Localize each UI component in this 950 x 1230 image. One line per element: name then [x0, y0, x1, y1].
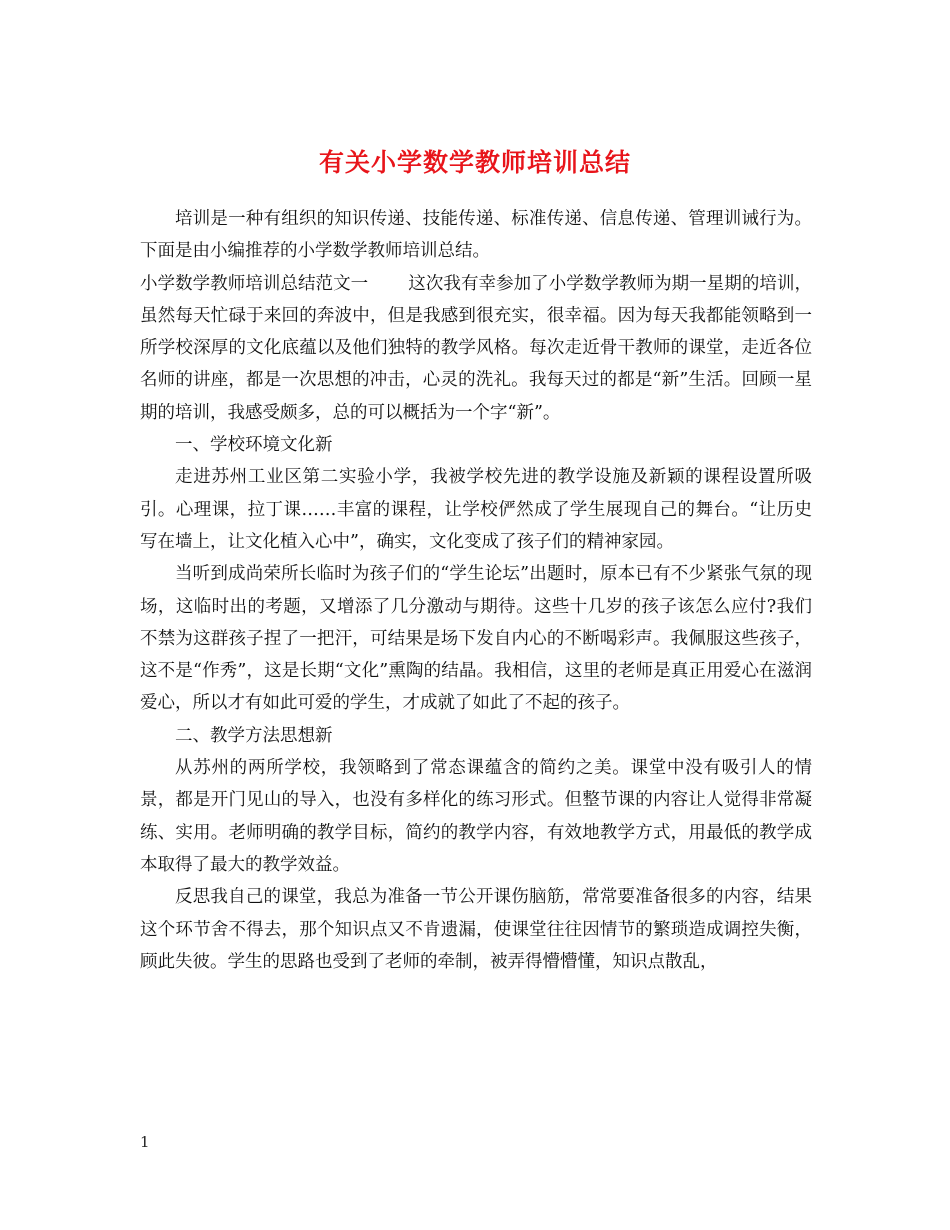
- paragraph-reflection: 反思我自己的课堂，我总为准备一节公开课伤脑筋，常常要准备很多的内容，结果这个环节舍不得去，那个知识点又不肯遗漏，使课堂往往因情节的繁琐造成调控失衡，顾此失彼。学生的思路也受到了老师的牵制，被弄得懵懵懂，知识点散乱，: [140, 887, 812, 972]
- page-number: 1: [140, 1133, 150, 1151]
- section-heading-2: 二、教学方法思想新: [175, 725, 333, 746]
- paragraph-student-forum: 当听到成尚荣所长临时为孩子们的“学生论坛”出题时，原本已有不少紧张气氛的现场，这临时出的考题，又增添了几分激动与期待。这些十几岁的孩子该怎么应付?我们不禁为这群孩子捏了一把汗，可结果是场下发自内心的不断喝彩声。我佩服这些孩子，这不是“作秀”，这是长期“文化”熏陶的结晶。我相信，这里的老师是真正用爱心在滋润爱心，所以才有如此可爱的学生，才成就了如此了不起的孩子。: [140, 564, 812, 714]
- document-title: 有关小学数学教师培训总结: [318, 147, 631, 177]
- intro-paragraph: 培训是一种有组织的知识传递、技能传递、标准传递、信息传递、管理训诫行为。下面是由小编推荐的小学数学教师培训总结。: [140, 209, 812, 262]
- sample-first-paragraph: 这次我有幸参加了小学数学教师为期一星期的培训，虽然每天忙碌于来回的奔波中，但是我感到很充实，很幸福。因为每天我都能领略到一所学校深厚的文化底蕴以及他们独特的教学风格。每次走近骨干教师的课堂，走近各位名师的讲座，都是一次思想的冲击，心灵的洗礼。我每天过的都是“新”生活。回顾一星期的培训，我感受颇多，总的可以概括为一个字“新”。: [140, 273, 813, 423]
- paragraph-campus-culture: 走进苏州工业区第二实验小学，我被学校先进的教学设施及新颖的课程设置所吸引。心理课，拉丁课……丰富的课程，让学校俨然成了学生展现自己的舞台。“让历史写在墙上，让文化植入心中”，确实，文化变成了孩子们的精神家园。: [140, 467, 812, 552]
- sample-paragraph: [140, 268, 812, 429]
- section-heading-1: 一、学校环境文化新: [175, 435, 333, 456]
- document-body: [140, 203, 812, 978]
- sample-heading: 小学数学教师培训总结范文一: [140, 273, 369, 294]
- paragraph-teaching-method: 从苏州的两所学校，我领略到了常态课蕴含的简约之美。课堂中没有吸引人的情景，都是开门见山的导入，也没有多样化的练习形式。但整节课的内容让人觉得非常凝练、实用。老师明确的教学目标，简约的教学内容，有效地教学方式，用最低的教学成本取得了最大的教学效益。: [140, 758, 812, 875]
